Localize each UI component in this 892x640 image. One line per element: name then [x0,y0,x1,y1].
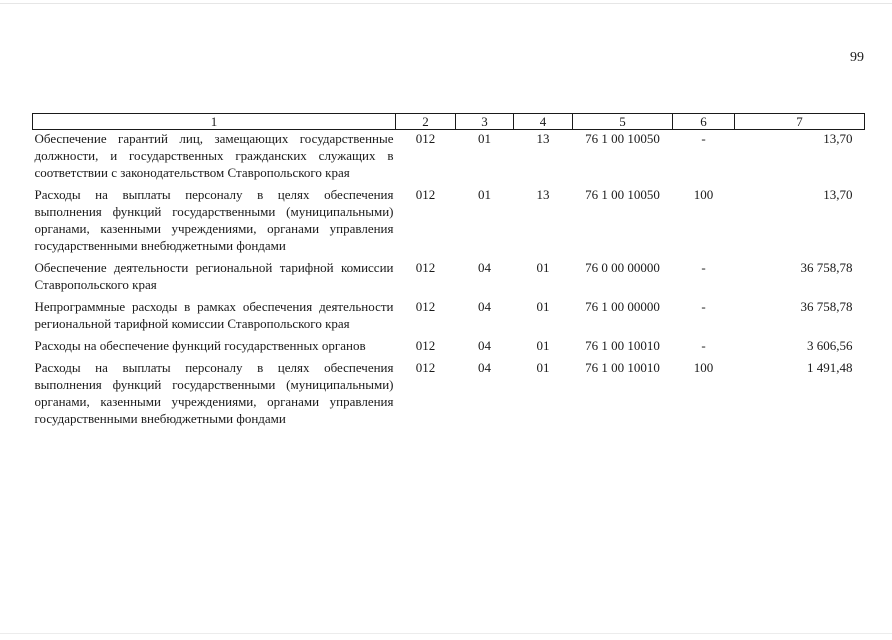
sum-value: 1 491,48 [807,360,853,375]
ved-code: 012 [415,260,436,275]
sum-value: 36 758,78 [800,299,853,314]
ved-code: 012 [415,131,436,146]
vr-code: 100 [693,187,714,202]
table-row [33,186,865,259]
ved-code: 012 [415,187,436,202]
pr-code: 01 [536,338,550,353]
vr-code: 100 [693,360,714,375]
ved-code: 012 [415,360,436,375]
sum-value: 3 606,56 [807,338,853,353]
table-row [33,259,865,298]
rz-code: 04 [478,260,491,275]
sum-value: 36 758,78 [800,260,853,275]
page-number: 99 [850,50,864,65]
scan-edge-bottom [0,633,892,634]
column-header-3: 3 [456,114,514,130]
csr-code: 76 1 00 10050 [585,131,660,146]
vr-code: - [701,260,706,275]
table-row [33,130,865,187]
csr-code: 76 1 00 10010 [585,360,660,375]
rz-code: 04 [478,338,491,353]
csr-code: 76 1 00 10050 [585,187,660,202]
sum-value: 13,70 [823,187,853,202]
ved-code: 012 [415,338,436,353]
column-header-2: 2 [396,114,456,130]
column-header-4: 4 [514,114,573,130]
column-header-7: 7 [735,114,865,130]
pr-code: 01 [536,360,550,375]
table-header-row [33,114,865,130]
expense-name: Непрограммные расходы в рамках обеспечения деятельности региональной тарифной комиссии Ставропольского края [34,299,394,331]
column-header-6: 6 [673,114,735,130]
pr-code: 01 [536,260,550,275]
table-row [33,298,865,337]
rz-code: 04 [478,299,491,314]
sum-value: 13,70 [823,131,853,146]
rz-code: 01 [478,187,491,202]
csr-code: 76 1 00 00000 [585,299,660,314]
expense-name: Обеспечение деятельности региональной тарифной комиссии Ставропольского края [34,260,394,292]
expense-name: Обеспечение гарантий лиц, замещающих государственные должности, и государственных гражданских служащих в соответствии с законодательством Ставропольского края [34,131,394,180]
vr-code: - [701,299,706,314]
pr-code: 01 [536,299,550,314]
expense-name: Расходы на обеспечение функций государственных органов [34,338,366,353]
column-header-5: 5 [573,114,673,130]
expense-name: Расходы на выплаты персоналу в целях обеспечения выполнения функций государственными (муниципальными) органами, казенными учреждениями, органами управления государственными внебюджетными фондами [34,187,394,253]
expense-name: Расходы на выплаты персоналу в целях обеспечения выполнения функций государственными (муниципальными) органами, казенными учреждениями, органами управления государственными внебюджетными фондами [34,360,394,426]
vr-code: - [701,131,706,146]
budget-table [32,113,865,432]
ved-code: 012 [415,299,436,314]
table-row [33,359,865,432]
vr-code: - [701,338,706,353]
rz-code: 04 [478,360,491,375]
pr-code: 13 [536,187,550,202]
pr-code: 13 [536,131,550,146]
csr-code: 76 0 00 00000 [585,260,660,275]
column-header-1: 1 [33,114,396,130]
rz-code: 01 [478,131,491,146]
table-row [33,337,865,359]
csr-code: 76 1 00 10010 [585,338,660,353]
scan-edge-top [0,3,892,4]
